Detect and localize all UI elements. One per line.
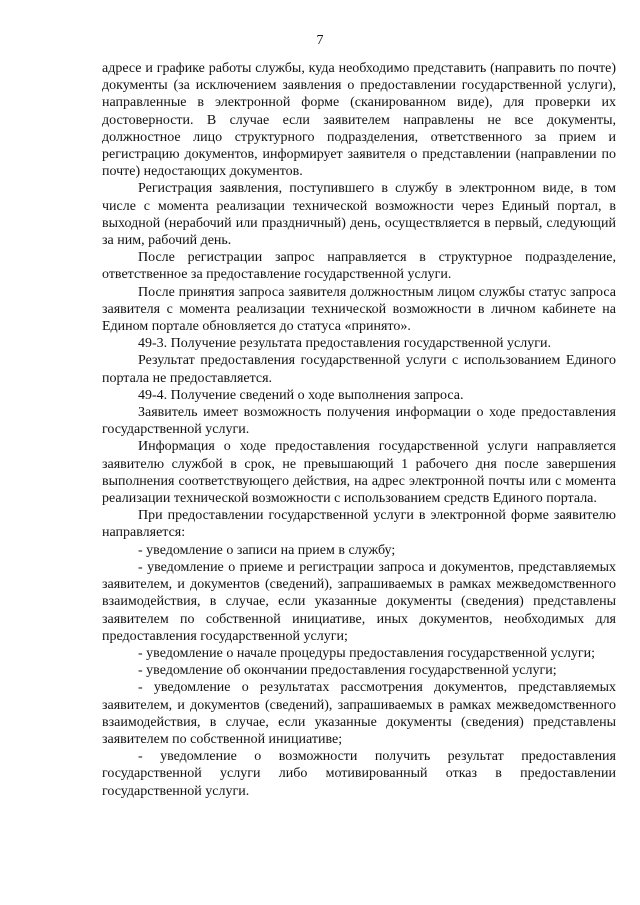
paragraph: Регистрация заявления, поступившего в службу в электронном виде, в том числе с момента реализации технической возможности через Единый портал, в выходной (нерабочий или праздничный) день, осуществляется в первый, следующий за ним, рабочий день. (102, 181, 616, 249)
paragraph: адресе и графике работы службы, куда необходимо представить (направить по почте) документы (за исключением заявления о предоставлении государственной услуги), направленные в электронной форме (сканированном виде), для проверки их достоверности. В случае если заявителем направлены не все документы, должностное лицо структурного подразделения, ответственного за прием и регистрацию документов, информирует заявителя о представлении (направлении по почте) недостающих документов. (102, 61, 616, 180)
paragraph: Информация о ходе предоставления государственной услуги направляется заявителю службой в срок, не превышающий 1 рабочего дня после завершения выполнения соответствующего действия, на адрес электронной почты или с момента реализации технической возможности с использованием средств Единого портала. (102, 439, 616, 507)
document-body (102, 60, 616, 800)
paragraph: Результат предоставления государственной услуги с использованием Единого портала не предоставляется. (102, 353, 616, 386)
list-item: - уведомление о результатах рассмотрения документов, представляемых заявителем, и документов (сведений), запрашиваемых в рамках межведомственного взаимодействия, в случае, если указанные документы (сведения) представлены заявителем по собственной инициативе; (102, 680, 616, 747)
list-item: - уведомление об окончании предоставления государственной услуги; (138, 663, 557, 679)
page-number: 7 (316, 33, 324, 48)
list-item: - уведомление о приеме и регистрации запроса и документов, представляемых заявителем, и документов (сведений), запрашиваемых в рамках межведомственного взаимодействия, в случае, если указанные документы (сведения) представлены заявителем по собственной инициативе, иных документов, необходимых для предоставления государственной услуги; (102, 559, 616, 644)
list-item: - уведомление о начале процедуры предоставления государственной услуги; (138, 645, 595, 661)
list-item: - уведомление о записи на прием в службу; (138, 542, 396, 558)
paragraph: После регистрации запрос направляется в структурное подразделение, ответственное за предоставление государственной услуги. (102, 250, 616, 283)
list-item: - уведомление о возможности получить результат предоставления государственной услуги либо мотивированный отказ в предоставлении государственной услуги. (102, 749, 616, 799)
paragraph: При предоставлении государственной услуги в электронной форме заявителю направляется: (102, 508, 616, 541)
paragraph: После принятия запроса заявителя должностным лицом службы статус запроса заявителя с момента реализации технической возможности в личном кабинете на Едином портале обновляется до статуса «принято». (102, 284, 616, 335)
paragraph: Заявитель имеет возможность получения информации о ходе предоставления государственной услуги. (102, 405, 616, 438)
paragraph: 49-3. Получение результата предоставления государственной услуги. (138, 336, 551, 352)
paragraph: 49-4. Получение сведений о ходе выполнения запроса. (138, 387, 464, 403)
